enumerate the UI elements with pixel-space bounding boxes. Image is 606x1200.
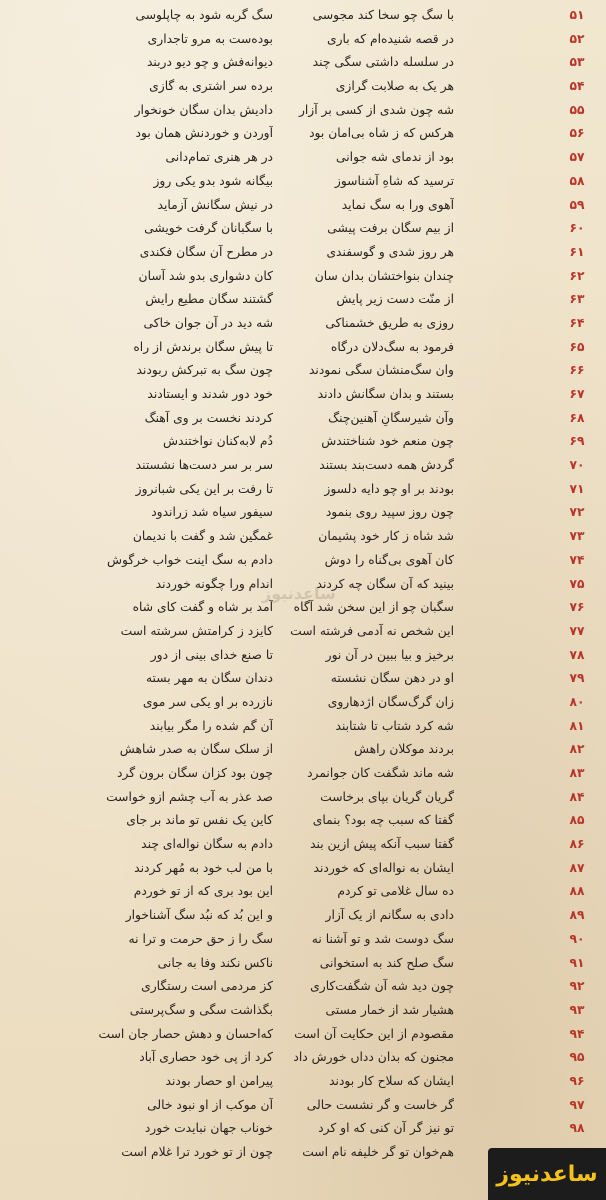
verse-number: ۸۹ <box>569 908 585 923</box>
second-hemistich: غمگین شد و گفت با ندیمان <box>132 529 273 544</box>
first-hemistich: سگ دوست شد و تو آشنا نه <box>311 931 454 946</box>
first-hemistich: از منّت دست زیر پایش <box>336 292 454 307</box>
first-hemistich: با سگ چو سخا کند مجوسی <box>312 8 454 22</box>
verse-row <box>0 146 606 170</box>
verse-number: ۸۰ <box>569 694 585 709</box>
verse-row <box>0 691 606 715</box>
verse-row <box>0 383 606 407</box>
verse-row <box>0 738 606 762</box>
second-hemistich: بیگانه شود بدو یکی روز <box>153 173 273 188</box>
verse-row <box>0 99 606 123</box>
verse-number: ۹۴ <box>569 1026 585 1041</box>
second-hemistich: در هر هنری تمام‌دانی <box>165 150 273 165</box>
verse-row <box>0 525 606 549</box>
verse-row <box>0 359 606 383</box>
first-hemistich: ترسید که شاهِ آشناسوز <box>334 173 454 188</box>
second-hemistich: کان دشواری بدو شد آسان <box>138 268 273 283</box>
verse-number: ۸۳ <box>569 766 585 780</box>
verse-number: ۵۷ <box>569 150 585 165</box>
verse-row <box>0 430 606 454</box>
verse-row <box>0 454 606 478</box>
second-hemistich: شه دید در آن جوان خاکی <box>143 315 273 330</box>
second-hemistich: چون بود کزان سگان برون گرد <box>116 766 273 780</box>
verse-number: ۷۴ <box>569 552 585 567</box>
second-hemistich: سیفور سیاه شد زراندود <box>151 505 273 520</box>
second-hemistich: در نیش سگانش آزماید <box>157 197 273 212</box>
verse-number: ۷۰ <box>569 458 585 473</box>
verse-row <box>0 265 606 289</box>
verse-number: ۶۶ <box>569 363 585 378</box>
verse-row <box>0 549 606 573</box>
verse-number: ۷۹ <box>569 671 585 686</box>
first-hemistich: چندان بنواختشان بدان سان <box>314 268 454 283</box>
verse-row <box>0 51 606 75</box>
verse-row <box>0 952 606 976</box>
second-hemistich: ناکس نکند وفا به جانی <box>157 955 273 970</box>
first-hemistich: بودند بر او چو دایه دلسوز <box>324 481 454 496</box>
first-hemistich: از بیم سگان برفت پیشی <box>327 221 454 236</box>
verse-number: ۹۷ <box>569 1097 585 1112</box>
verse-row <box>0 1094 606 1118</box>
first-hemistich: چون دید شه آن شگفت‌کاری <box>310 979 454 994</box>
verse-number: ۹۲ <box>569 979 585 994</box>
first-hemistich: هرکس که ز شاه بی‌امان بود <box>309 126 454 141</box>
verse-row <box>0 288 606 312</box>
second-hemistich: این بود بری که از تو خوردم <box>133 884 273 899</box>
first-hemistich: هر یک به صلابت گرازی <box>335 79 454 94</box>
second-hemistich: تا صنع خدای بینی از دور <box>150 647 273 662</box>
second-hemistich: آن موکب از او نبود خالی <box>147 1097 273 1112</box>
second-hemistich: سگ را ز حق حرمت و ترا نه <box>128 931 273 946</box>
second-hemistich: در مطرح آن سگان فکندی <box>139 244 273 259</box>
second-hemistich: دیوانه‌فش و چو دیو دربند <box>146 55 273 70</box>
second-hemistich: برده سر اشتری به گازی <box>149 79 273 94</box>
verse-number: ۶۴ <box>569 315 585 330</box>
verse-row <box>0 715 606 739</box>
second-hemistich: چون از تو خورد ترا غلام است <box>121 1145 273 1159</box>
second-hemistich: اندام ورا چگونه خوردند <box>155 576 273 591</box>
first-hemistich: روزی به طریق خشمناکی <box>325 315 454 330</box>
first-hemistich: چون منعم خود شناختندش <box>321 434 454 449</box>
second-hemistich: بوده‌ست به مرو تاجداری <box>147 31 273 46</box>
second-hemistich: سر بر سر دست‌ها نشستند <box>135 458 273 473</box>
second-hemistich: با سگبانان گرفت خویشی <box>144 221 273 236</box>
verse-row <box>0 241 606 265</box>
verse-number: ۸۶ <box>569 837 585 852</box>
verse-number: ۹۸ <box>569 1121 585 1136</box>
verse-number: ۹۶ <box>569 1073 585 1088</box>
first-hemistich: ایشان به نواله‌ای که خوردند <box>313 860 454 875</box>
first-hemistich: زان گرگ‌سگان اژدهاروی <box>327 694 454 709</box>
verse-row <box>0 667 606 691</box>
verse-number: ۵۸ <box>569 173 585 188</box>
verse-number: ۵۳ <box>569 55 585 70</box>
first-hemistich: تو نیز گر آن کنی که او کرد <box>318 1121 454 1136</box>
verse-number: ۷۸ <box>569 647 585 662</box>
second-hemistich: صد عذر به آب چشم ازو خواست <box>106 789 273 804</box>
second-hemistich: و این بُد که نبُد سگ آشناخوار <box>125 908 273 923</box>
verse-row <box>0 999 606 1023</box>
second-hemistich: تا پیش سگان برندش از راه <box>133 339 273 354</box>
second-hemistich: کرد از پی خود حصاری آباد <box>139 1050 273 1065</box>
second-hemistich: گشتند سگان مطیع رایش <box>145 292 273 307</box>
verse-number: ۹۳ <box>569 1002 585 1017</box>
first-hemistich: مقصودم از این حکایت آن است <box>294 1026 454 1041</box>
first-hemistich: هشیار شد از خمار مستی <box>325 1002 454 1017</box>
verse-number: ۸۸ <box>569 884 585 899</box>
verse-row <box>0 620 606 644</box>
first-hemistich: کان آهوی بی‌گناه را دوش <box>324 552 454 567</box>
verse-number: ۷۳ <box>569 529 585 544</box>
verse-row <box>0 904 606 928</box>
verse-number: ۵۹ <box>569 197 585 212</box>
verse-row <box>0 194 606 218</box>
first-hemistich: سگبان چو از این سخن شد آگاه <box>293 600 454 615</box>
second-hemistich: آمد بر شاه و گفت کای شاه <box>132 600 273 615</box>
first-hemistich: شه کرد شتاب تا شتابند <box>335 718 454 733</box>
verse-number: ۸۴ <box>569 789 585 804</box>
second-hemistich: که‌احسان و دهش حصار جان است <box>98 1026 273 1041</box>
verse-number: ۵۶ <box>569 126 585 141</box>
verse-row <box>0 928 606 952</box>
verse-row <box>0 501 606 525</box>
verse-number: ۷۶ <box>569 600 585 615</box>
first-hemistich: گفتا سبب آنکه پیش ازین بند <box>310 837 454 852</box>
first-hemistich: در قصه شنیده‌ام که باری <box>326 31 454 46</box>
first-hemistich: وآن شیرسگانِ آهنین‌چنگ <box>328 410 454 425</box>
first-hemistich: شه چون شدی از کسی بر آزار <box>298 102 454 117</box>
verse-number: ۹۵ <box>569 1050 585 1065</box>
first-hemistich: ده سال غلامی تو کردم <box>337 884 454 899</box>
second-hemistich: دُم لابه‌کنان نواختندش <box>163 434 273 449</box>
second-hemistich: دادیش بدان سگان خونخوار <box>134 102 273 117</box>
second-hemistich: پیرامن او حصار بودند <box>165 1073 273 1088</box>
verse-row <box>0 407 606 431</box>
first-hemistich: این شخص نه آدمی فرشته است <box>290 623 454 638</box>
verse-number: ۶۲ <box>569 268 585 283</box>
second-hemistich: با من لب خود به مُهر کردند <box>134 860 273 875</box>
verse-number: ۶۱ <box>569 244 585 259</box>
verse-row <box>0 857 606 881</box>
second-hemistich: کز مردمی است رستگاری <box>141 979 273 994</box>
first-hemistich: گر خاست و گر نشست حالی <box>306 1097 454 1112</box>
second-hemistich: کاین یک نفس تو ماند بر جای <box>126 813 273 828</box>
second-hemistich: آوردن و خوردنش همان بود <box>135 126 273 141</box>
verse-number: ۵۵ <box>569 102 585 117</box>
verse-row <box>0 786 606 810</box>
first-hemistich: هم‌خوان تو گر خلیفه نام است <box>302 1145 454 1159</box>
second-hemistich: تا رفت بر این یکی شبانروز <box>135 481 273 496</box>
first-hemistich: در سلسله داشتی سگی چند <box>312 55 454 70</box>
first-hemistich: بستند و بدان سگانش دادند <box>317 387 454 401</box>
verse-number: ۷۵ <box>569 576 585 591</box>
verse-row <box>0 478 606 502</box>
verse-row <box>0 644 606 668</box>
second-hemistich: دندان سگان به مهر بسته <box>145 671 273 686</box>
first-hemistich: هر روز شدی و گوسفندی <box>326 244 454 259</box>
second-hemistich: از سلک سگان به صدر شاهش <box>119 742 273 757</box>
first-hemistich: او در دهن سگان نشسته <box>330 671 454 686</box>
watermark: ساعدنیوز <box>262 584 336 603</box>
verse-number: ۶۵ <box>569 339 585 354</box>
verse-number: ۶۰ <box>569 221 585 236</box>
verse-row <box>0 28 606 52</box>
first-hemistich: گردش همه دست‌بند بستند <box>319 458 454 473</box>
verse-number: ۹۰ <box>569 931 585 946</box>
first-hemistich: بینید که آن سگان چه کردند <box>316 576 454 591</box>
first-hemistich: شه ماند شگفت کان جوانمرد <box>307 766 454 780</box>
verse-row <box>0 1117 606 1141</box>
second-hemistich: سگ گربه شود به چاپلوسی <box>135 8 273 22</box>
first-hemistich: فرمود به سگ‌دلان درگاه <box>330 339 454 354</box>
verse-number: ۵۴ <box>569 79 585 94</box>
verse-number: ۷۷ <box>569 623 585 638</box>
verse-row <box>0 4 606 28</box>
first-hemistich: دادی به سگانم از یک آزار <box>325 908 454 923</box>
verse-row <box>0 336 606 360</box>
first-hemistich: مجنون که بدان دداں خورش داد <box>293 1050 454 1065</box>
verse-number: ۸۷ <box>569 860 585 875</box>
verse-row <box>0 75 606 99</box>
verse-number: ۶۷ <box>569 387 585 401</box>
second-hemistich: نازرده بر او یکی سر موی <box>142 694 273 709</box>
first-hemistich: آهوی ورا به سگ نماید <box>341 197 454 212</box>
first-hemistich: ایشان که سلاح کار بودند <box>329 1073 454 1088</box>
second-hemistich: کایزد ز کرامتش سرشته است <box>120 623 273 638</box>
second-hemistich: دادم به سگ اینت خواب خرگوش <box>106 552 273 567</box>
verse-row <box>0 975 606 999</box>
first-hemistich: بود از ندمای شه جوانی <box>335 150 454 165</box>
verse-number: ۵۱ <box>569 8 585 22</box>
first-hemistich: گریان گریان بپای برخاست <box>320 789 454 804</box>
first-hemistich: چون روز سپید روی بنمود <box>325 505 454 520</box>
first-hemistich: برخیز و بیا ببین در آن نور <box>325 647 454 662</box>
verse-number: ۶۹ <box>569 434 585 449</box>
verse-row <box>0 217 606 241</box>
verse-number: ۸۵ <box>569 813 585 828</box>
second-hemistich: چون سگ به تبرکش ربودند <box>136 363 273 378</box>
verse-row <box>0 1023 606 1047</box>
first-hemistich: شد شاه ز کار خود پشیمان <box>318 529 454 544</box>
verse-row <box>0 122 606 146</box>
first-hemistich: سگ صلح کند به استخوانی <box>319 955 454 970</box>
verse-row <box>0 809 606 833</box>
brand-logo[interactable] <box>488 1148 606 1200</box>
verse-row <box>0 762 606 786</box>
first-hemistich: گفتا که سبب چه بود؟ بنمای <box>312 813 454 828</box>
second-hemistich: بگذاشت سگی و سگ‌پرستی <box>129 1002 273 1017</box>
second-hemistich: کردند نخست بر وی آهنگ <box>144 410 273 425</box>
verse-number: ۷۲ <box>569 505 585 520</box>
first-hemistich: بردند موکلان راهش <box>353 742 454 757</box>
verse-row <box>0 880 606 904</box>
verse-row <box>0 170 606 194</box>
second-hemistich: خود دور شدند و ایستادند <box>147 387 273 401</box>
second-hemistich: خوناب جهان نبایدت خورد <box>144 1121 273 1136</box>
verse-number: ۸۲ <box>569 742 585 757</box>
verse-number: ۸۱ <box>569 718 585 733</box>
second-hemistich: آن گم شده را مگر بیابند <box>149 718 273 733</box>
verse-number: ۶۳ <box>569 292 585 307</box>
first-hemistich: وان سگ‌منشان سگی نمودند <box>308 363 454 378</box>
verse-number: ۶۸ <box>569 410 585 425</box>
verse-number: ۷۱ <box>569 481 585 496</box>
verse-row <box>0 1046 606 1070</box>
brand-logo-text: ساعدنیوز <box>496 1161 598 1187</box>
verse-row <box>0 312 606 336</box>
verse-number: ۹۱ <box>569 955 585 970</box>
second-hemistich: دادم به سگان نواله‌ای چند <box>141 837 273 852</box>
verse-number: ۵۲ <box>569 31 585 46</box>
verse-row <box>0 833 606 857</box>
verse-row <box>0 1070 606 1094</box>
